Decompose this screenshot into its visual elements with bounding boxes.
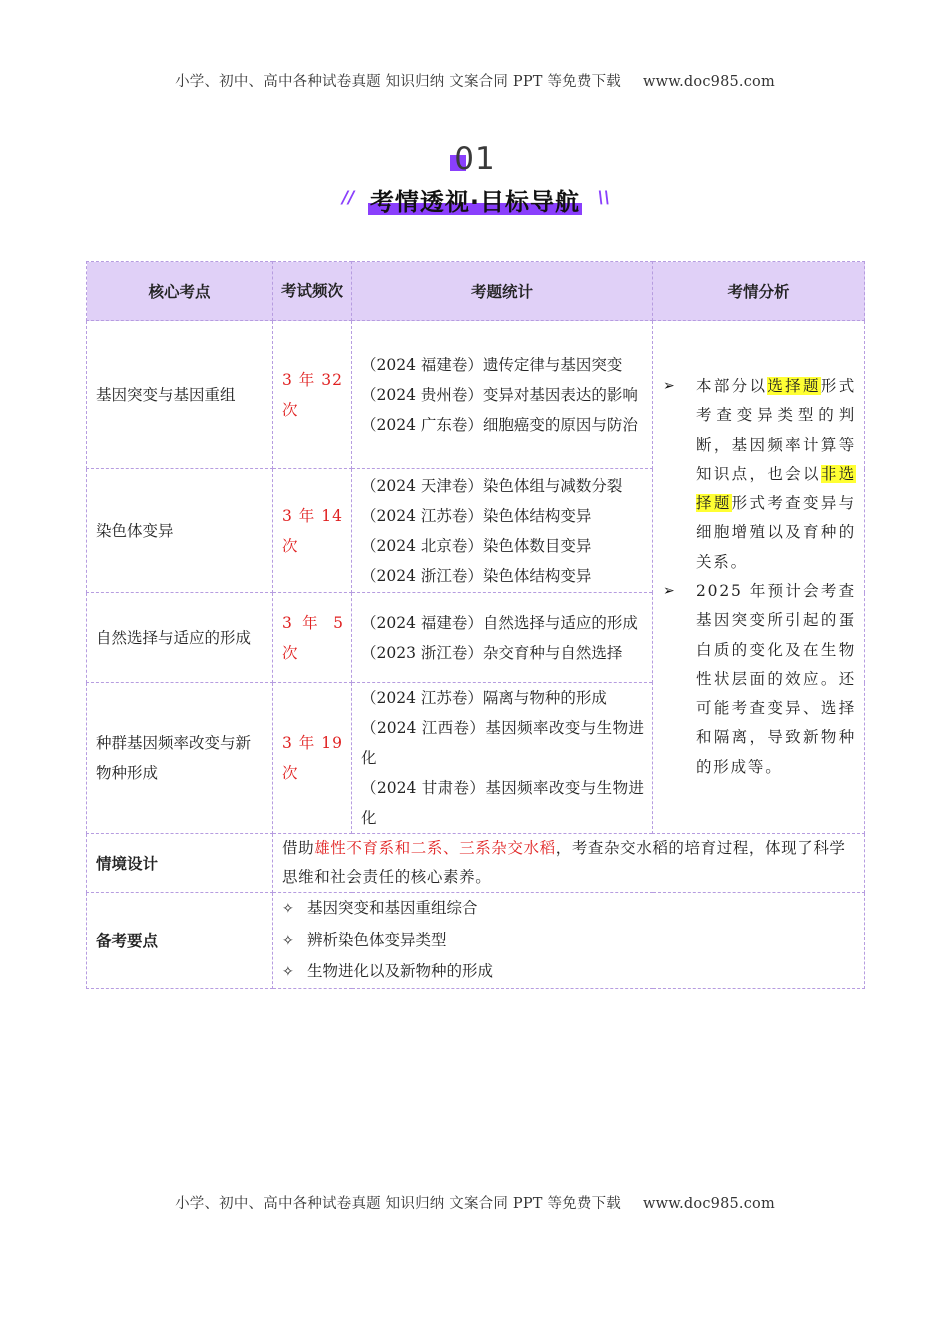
diamond-bullet-icon: ✧ (282, 964, 294, 980)
exam-item: （2024 甘肃卷）基因频率改变与生物进化 (361, 779, 644, 827)
frequency-cell: 3 年 19 次 (273, 683, 352, 834)
banner-url[interactable]: www.doc985.com (642, 74, 775, 90)
core-point-cell: 种群基因频率改变与新物种形成 (87, 683, 273, 834)
exam-item: （2024 江苏卷）染色体结构变异 (361, 506, 592, 525)
statistics-cell (352, 469, 653, 593)
frequency-cell: 3 年 14 次 (273, 469, 352, 593)
context-highlight: 雄性不育系和二系、三系杂交水稻 (314, 839, 556, 857)
arrow-bullet-icon: ➢ (663, 583, 677, 599)
exam-item: （2024 广东卷）细胞癌变的原因与防治 (361, 415, 638, 434)
exam-item: （2024 贵州卷）变异对基因表达的影响 (361, 385, 638, 404)
prep-row (87, 893, 865, 989)
context-label: 情境设计 (87, 834, 273, 893)
statistics-cell (352, 683, 653, 834)
frequency-cell: 3 年 32 次 (273, 321, 352, 469)
exam-item: （2024 福建卷）遗传定律与基因突变 (361, 355, 623, 374)
exam-item: （2024 江西卷）基因频率改变与生物进化 (361, 719, 644, 767)
banner-text: 小学、初中、高中各种试卷真题 知识归纳 文案合同 PPT 等免费下载 (175, 1196, 621, 1212)
banner-url[interactable]: www.doc985.com (642, 1196, 775, 1212)
core-point-cell: 基因突变与基因重组 (87, 321, 273, 469)
exam-item: （2024 江苏卷）隔离与物种的形成 (361, 689, 607, 707)
diamond-bullet-icon: ✧ (282, 932, 294, 949)
exam-overview-table (86, 261, 865, 989)
analysis-point: ➢ 本部分以选择题形式考查变异类型的判断，基因频率计算等知识点，也会以非选择题形式考查变异与细胞增殖以及育种的关系。 (663, 372, 856, 577)
arrow-bullet-icon: ➢ (663, 377, 677, 394)
list-item: ✧ 基因突变和基因重组综合 (282, 893, 856, 925)
core-point-cell: 染色体变异 (87, 469, 273, 593)
header-frequency: 考试频次 (273, 262, 352, 321)
context-content: 借助雄性不育系和二系、三系杂交水稻，考查杂交水稻的培育过程，体现了科学思维和社会责任的核心素养。 (273, 834, 865, 893)
exam-item: （2023 浙江卷）杂交育种与自然选择 (361, 643, 623, 662)
banner-text: 小学、初中、高中各种试卷真题 知识归纳 文案合同 PPT 等免费下载 (175, 74, 621, 90)
table-row (87, 321, 865, 469)
site-banner-top (0, 70, 950, 91)
header-analysis: 考情分析 (653, 262, 865, 321)
frequency-cell: 3 年 5 次 (273, 593, 352, 683)
exam-item: （2024 浙江卷）染色体结构变异 (361, 566, 592, 585)
header-statistics: 考题统计 (352, 262, 653, 321)
header-core-point: 核心考点 (87, 262, 273, 321)
analysis-cell (653, 321, 865, 834)
statistics-cell (352, 321, 653, 469)
prep-label: 备考要点 (87, 893, 273, 989)
context-row (87, 834, 865, 893)
section-number (0, 141, 950, 177)
section-number-text: 01 (454, 141, 496, 177)
slash-left-decoration: // (341, 188, 355, 208)
section-title-text: 考情透视·目标导航 (369, 188, 581, 216)
table-header-row (87, 262, 865, 321)
section-title (0, 180, 950, 216)
slash-right-decoration: \\ (597, 188, 611, 208)
exam-item: （2024 北京卷）染色体数目变异 (361, 536, 592, 555)
statistics-cell (352, 593, 653, 683)
site-banner-bottom (0, 1192, 950, 1213)
list-item: ✧ 生物进化以及新物种的形成 (282, 956, 856, 988)
exam-item: （2024 天津卷）染色体组与减数分裂 (361, 476, 623, 495)
highlight-choice-question: 选择题 (767, 376, 821, 395)
core-point-cell: 自然选择与适应的形成 (87, 593, 273, 683)
analysis-point: ➢ 2025 年预计会考查基因突变所引起的蛋白质的变化及在生物性状层面的效应。还可能考查变异、选择和隔离，导致新物种的形成等。 (663, 577, 856, 782)
highlight-non-choice-question: 非选择题 (696, 464, 856, 513)
prep-content (273, 893, 865, 989)
diamond-bullet-icon: ✧ (282, 901, 294, 917)
exam-item: （2024 福建卷）自然选择与适应的形成 (361, 613, 638, 632)
list-item: ✧ 辨析染色体变异类型 (282, 925, 856, 957)
